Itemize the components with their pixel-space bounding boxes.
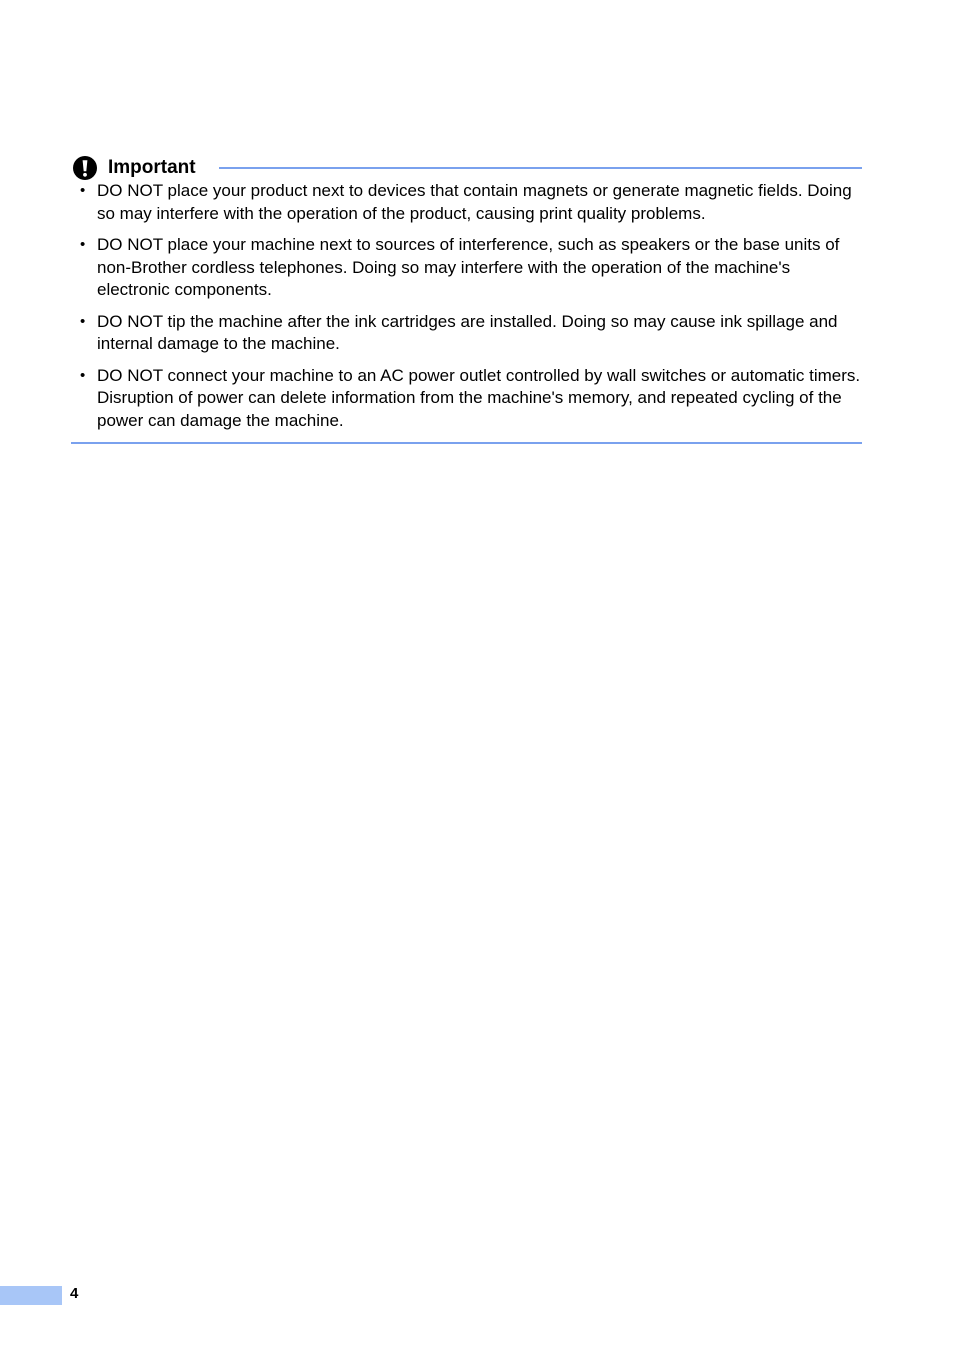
important-header [71,155,862,181]
bottom-rule [71,442,862,444]
important-title: Important [108,157,196,178]
list-item [71,365,862,433]
list-item [71,234,862,302]
page-footer-tab [0,1286,62,1305]
bullet-dot: • [80,182,86,199]
exclamation-circle-icon [73,156,97,180]
bullet-dot: • [80,236,86,253]
important-list [71,180,862,432]
list-item-text: DO NOT tip the machine after the ink cartridges are installed. Doing so may cause ink spillage and internal damage to the machine. [97,311,838,353]
header-rule [219,167,862,169]
list-item [71,311,862,356]
important-notice [71,155,862,444]
list-item-text: DO NOT connect your machine to an AC power outlet controlled by wall switches or automatic timers. Disruption of power can delete information from the machine's memory, and repeated cycling of the power can damage the machine. [97,365,861,430]
bullet-dot: • [80,366,86,384]
list-item-text: DO NOT place your machine next to sources of interference, such as speakers or the base units of non-Brother cordless telephones. Doing so may interfere with the operation of the machine's electronic components. [97,235,840,299]
list-item [71,180,862,225]
list-item-text: DO NOT place your product next to devices that contain magnets or generate magnetic fields. Doing so may interfere with the operation of the product, causing print quality problems. [97,181,852,223]
page-number: 4 [70,1285,79,1302]
bullet-dot: • [80,312,86,330]
